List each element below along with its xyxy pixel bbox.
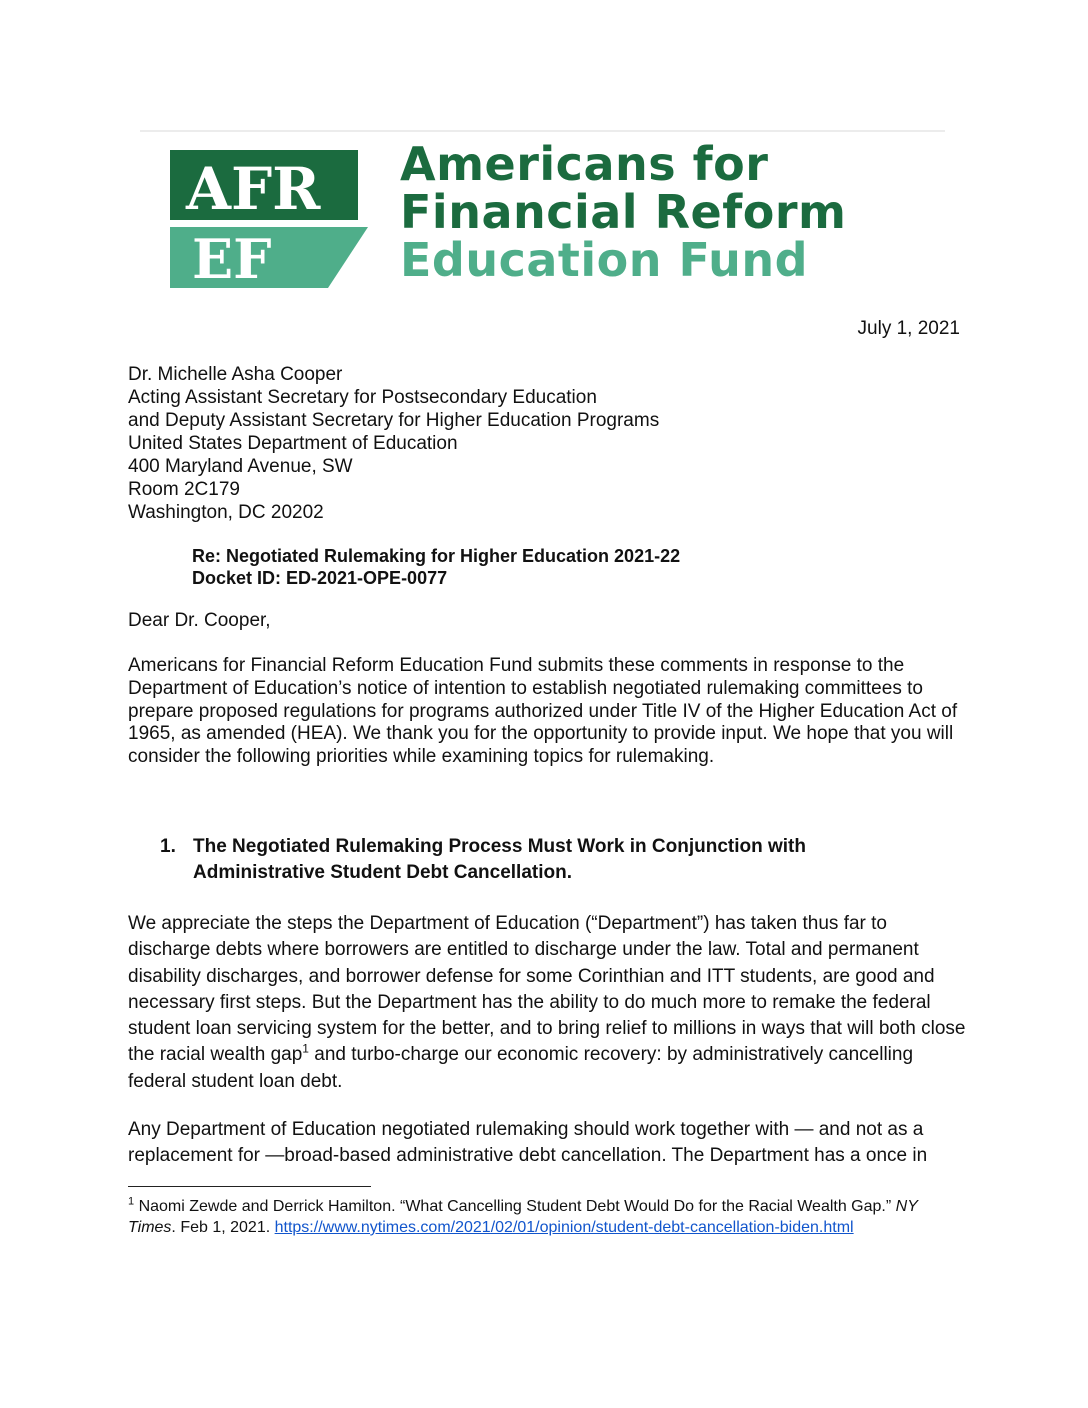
subject-line: Re: Negotiated Rulemaking for Higher Education 2021-22 (192, 546, 681, 566)
footnote-text: Naomi Zewde and Derrick Hamilton. “What Cancelling Student Debt Would Do for the Racial Wealth Gap.” (134, 1198, 896, 1215)
afr-ef-monogram (170, 140, 370, 305)
footnote (128, 1196, 948, 1238)
recipient-address (128, 363, 659, 524)
address-line: Dr. Michelle Asha Cooper (128, 364, 343, 385)
footnote-link[interactable]: https://www.nytimes.com/2021/02/01/opinion/student-debt-cancellation-biden.html (274, 1219, 854, 1236)
monogram-top-text: AFR (186, 155, 321, 223)
footnote-date: . Feb 1, 2021. (171, 1219, 275, 1236)
footnote-marker: 1 (128, 1195, 135, 1208)
address-line: Washington, DC 20202 (128, 502, 324, 523)
address-line: 400 Maryland Avenue, SW (128, 456, 353, 477)
wordmark-line-2: Financial Reform (400, 185, 847, 239)
monogram-bottom-text: EF (192, 227, 272, 291)
address-line: and Deputy Assistant Secretary for Higher Education Programs (128, 410, 660, 431)
wordmark-line-1: Americans for (400, 137, 769, 191)
address-line: Room 2C179 (128, 479, 240, 500)
footnote-divider (128, 1186, 371, 1187)
footnote-publication: NY Times (128, 1198, 918, 1236)
letter-date: July 1, 2021 (857, 318, 960, 339)
subject-block (192, 545, 680, 589)
paragraph-text: and turbo-charge our economic recovery: by administratively cancelling federal student loan debt. (128, 1044, 914, 1092)
address-line: Acting Assistant Secretary for Postsecondary Education (128, 387, 597, 408)
section-paragraph (128, 911, 968, 1095)
section-number: 1. (160, 836, 176, 857)
section-paragraph: Any Department of Education negotiated rulemaking should work together with — and not as a replacement for —broad-based administrative debt cancellation. The Department has a once in (128, 1119, 928, 1167)
salutation: Dear Dr. Cooper, (128, 610, 271, 631)
paragraph-text: We appreciate the steps the Department of Education (“Department”) has taken thus far to discharge debts where borrowers are entitled to discharge under the law. Total and permanent disability discharges, and borrower defense for some Corinthian and ITT students, are good and necessary first steps. But the Department has the ability to do much more to remake the federal student loan servicing system for the better, and to bring relief to millions in ways that will both close the racial wealth gap (128, 913, 966, 1066)
address-line: United States Department of Education (128, 433, 458, 454)
footnote-reference[interactable]: 1 (302, 1042, 309, 1057)
wordmark-line-3: Education Fund (400, 233, 809, 287)
section-heading-text: The Negotiated Rulemaking Process Must Work in Conjunction with Administrative Student Debt Cancellation. (193, 836, 806, 883)
intro-paragraph: Americans for Financial Reform Education Fund submits these comments in response to the Department of Education’s notice of intention to establish negotiated rulemaking committees to prepare proposed regulations for programs authorized under Title IV of the Higher Education Act of 1965, as amended (HEA). We thank you for the opportunity to provide input. We hope that you will consider the following priorities while examining topics for rulemaking. (128, 655, 958, 768)
docket-id-line: Docket ID: ED-2021-OPE-0077 (192, 568, 448, 588)
logo-wordmark (400, 137, 847, 287)
